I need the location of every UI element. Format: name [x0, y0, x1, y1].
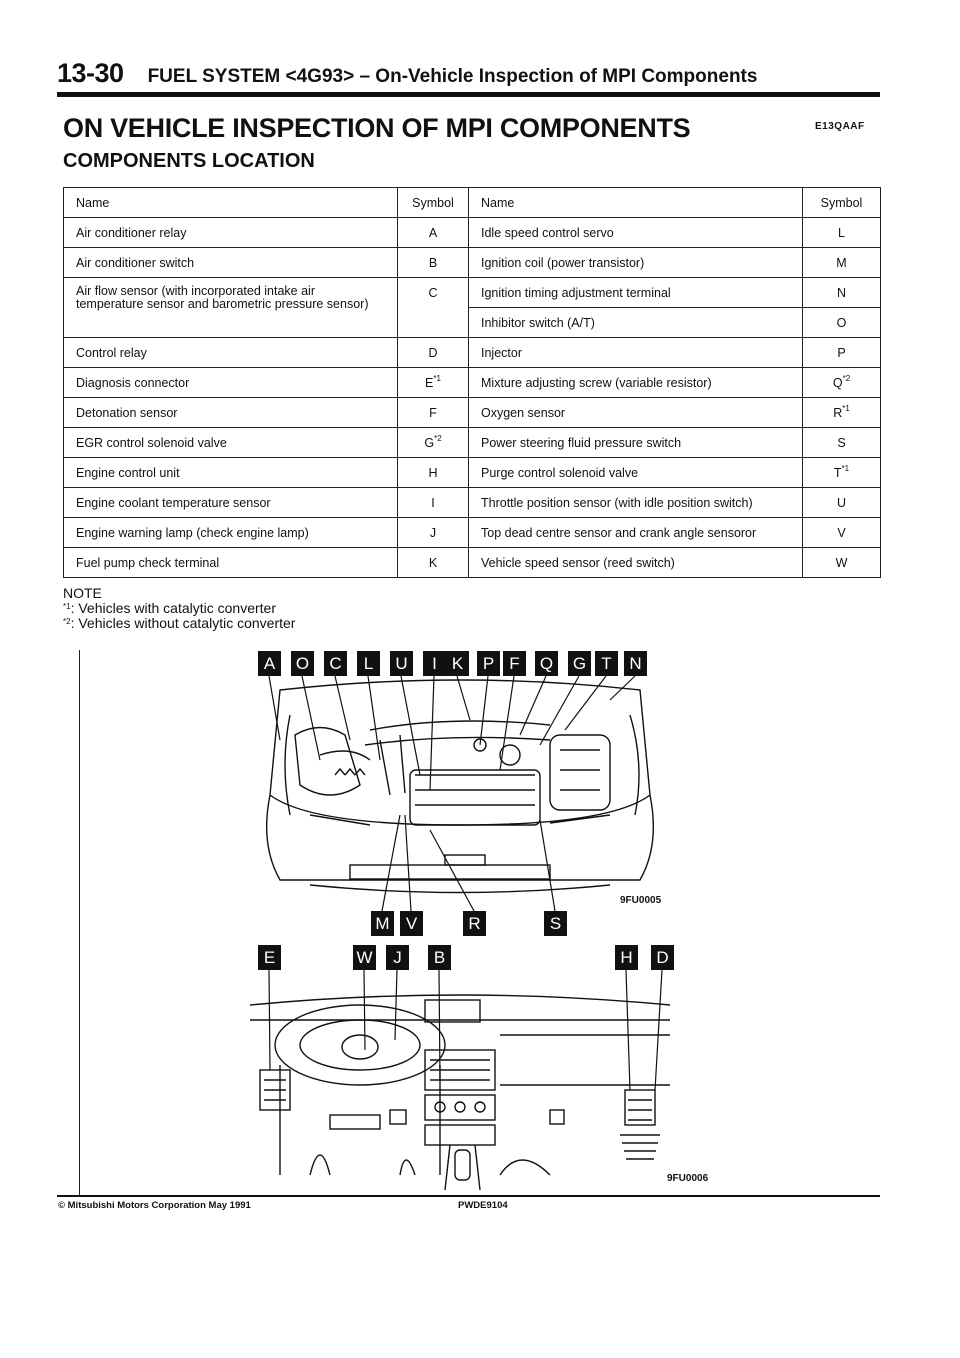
component-name: Throttle position sensor (with idle position switch) — [469, 488, 803, 518]
component-name: Engine warning lamp (check engine lamp) — [64, 518, 398, 548]
component-symbol: J — [398, 518, 469, 548]
component-name: Air conditioner switch — [64, 248, 398, 278]
note-line-2: $^{*2}$: Vehicles without catalytic converter — [63, 615, 296, 631]
column-header: Symbol — [803, 188, 881, 218]
note-line-1: $^{*1}$: Vehicles with catalytic converter — [63, 600, 276, 616]
component-name: Idle speed control servo — [469, 218, 803, 248]
callout-label-g: G — [568, 651, 591, 676]
callout-label-d: D — [651, 945, 674, 970]
component-name: Oxygen sensor — [469, 398, 803, 428]
component-name: Top dead centre sensor and crank angle sensoror — [469, 518, 803, 548]
component-symbol: S — [803, 428, 881, 458]
component-name: Engine control unit — [64, 458, 398, 488]
section-subtitle: COMPONENTS LOCATION — [63, 150, 315, 172]
footer-copyright: © Mitsubishi Motors Corporation May 1991 — [58, 1200, 251, 1211]
callout-label-s: S — [544, 911, 567, 936]
callout-label-i: I — [423, 651, 446, 676]
note-heading: NOTE — [63, 585, 102, 601]
leader-line — [401, 676, 420, 775]
leader-line — [405, 815, 411, 911]
component-symbol: M — [803, 248, 881, 278]
component-symbol: D — [398, 338, 469, 368]
component-symbol: $E^{*1}$ — [398, 368, 469, 398]
component-name: Fuel pump check terminal — [64, 548, 398, 578]
footer-rule — [57, 1195, 880, 1197]
component-symbol: W — [803, 548, 881, 578]
component-symbol: $G^{*2}$ — [398, 428, 469, 458]
leader-line — [430, 676, 434, 790]
column-header: Name — [64, 188, 398, 218]
component-name: Vehicle speed sensor (reed switch) — [469, 548, 803, 578]
component-name: EGR control solenoid valve — [64, 428, 398, 458]
leader-line — [500, 676, 514, 770]
callout-label-a: A — [258, 651, 281, 676]
component-symbol: I — [398, 488, 469, 518]
callout-label-f: F — [503, 651, 526, 676]
leader-line — [480, 676, 488, 745]
component-name: Ignition timing adjustment terminal — [469, 278, 803, 308]
component-symbol: P — [803, 338, 881, 368]
component-name: Purge control solenoid valve — [469, 458, 803, 488]
callout-label-t: T — [595, 651, 618, 676]
component-symbol: C — [398, 278, 469, 338]
component-name: Air flow sensor (with incorporated intake air temperature sensor and barometric pressure sensor) — [64, 278, 398, 338]
component-name: Injector — [469, 338, 803, 368]
component-name: Detonation sensor — [64, 398, 398, 428]
callout-label-u: U — [390, 651, 413, 676]
callout-label-q: Q — [535, 651, 558, 676]
figure2-code: 9FU0006 — [667, 1173, 709, 1184]
column-header: Name — [469, 188, 803, 218]
callout-label-j: J — [386, 945, 409, 970]
leader-line — [565, 676, 606, 730]
component-name: Inhibitor switch (A/T) — [469, 308, 803, 338]
component-symbol: H — [398, 458, 469, 488]
callout-label-c: C — [324, 651, 347, 676]
component-name: Air conditioner relay — [64, 218, 398, 248]
component-symbol: L — [803, 218, 881, 248]
leader-line — [457, 676, 470, 720]
leader-line — [335, 676, 350, 740]
footer-document-id: PWDE9104 — [458, 1200, 508, 1211]
page-number: 13-30 — [57, 58, 124, 88]
callout-label-l: L — [357, 651, 380, 676]
callout-label-n: N — [624, 651, 647, 676]
callout-label-h: H — [615, 945, 638, 970]
leader-line — [269, 970, 270, 1070]
callout-label-w: W — [353, 945, 376, 970]
leader-line — [439, 970, 440, 1080]
callout-label-r: R — [463, 911, 486, 936]
leader-line — [368, 676, 380, 760]
column-header: Symbol — [398, 188, 469, 218]
leader-line — [395, 970, 397, 1040]
leader-line — [540, 676, 579, 745]
component-symbol: F — [398, 398, 469, 428]
section-title: FUEL SYSTEM <4G93> – On-Vehicle Inspection of MPI Components — [147, 66, 758, 87]
component-symbol: $Q^{*2}$ — [803, 368, 881, 398]
component-symbol: N — [803, 278, 881, 308]
component-symbol: U — [803, 488, 881, 518]
callout-label-k: K — [446, 651, 469, 676]
component-name: Control relay — [64, 338, 398, 368]
component-name: Diagnosis connector — [64, 368, 398, 398]
component-name: Mixture adjusting screw (variable resistor) — [469, 368, 803, 398]
document-code: E13QAAF — [815, 121, 865, 132]
leader-line — [610, 676, 635, 700]
leader-line — [520, 676, 546, 735]
callout-label-m: M — [371, 911, 394, 936]
component-symbol: B — [398, 248, 469, 278]
leader-line — [540, 820, 555, 911]
callout-label-v: V — [400, 911, 423, 936]
leader-line — [269, 676, 280, 740]
component-name: Ignition coil (power transistor) — [469, 248, 803, 278]
leader-line — [655, 970, 662, 1090]
component-symbol: $R^{*1}$ — [803, 398, 881, 428]
callout-label-o: O — [291, 651, 314, 676]
component-symbol: O — [803, 308, 881, 338]
component-symbol: K — [398, 548, 469, 578]
figure1-code: 9FU0005 — [620, 895, 662, 906]
component-symbol: A — [398, 218, 469, 248]
leader-line — [302, 676, 320, 760]
leader-line — [364, 970, 365, 1050]
component-name: Engine coolant temperature sensor — [64, 488, 398, 518]
component-symbol: V — [803, 518, 881, 548]
callout-label-b: B — [428, 945, 451, 970]
callout-label-e: E — [258, 945, 281, 970]
leader-line — [382, 815, 400, 911]
page-title: ON VEHICLE INSPECTION OF MPI COMPONENTS — [63, 113, 691, 143]
component-name: Power steering fluid pressure switch — [469, 428, 803, 458]
leader-line — [626, 970, 630, 1090]
leader-line — [430, 830, 474, 911]
callout-label-p: P — [477, 651, 500, 676]
component-symbol: $T^{*1}$ — [803, 458, 881, 488]
